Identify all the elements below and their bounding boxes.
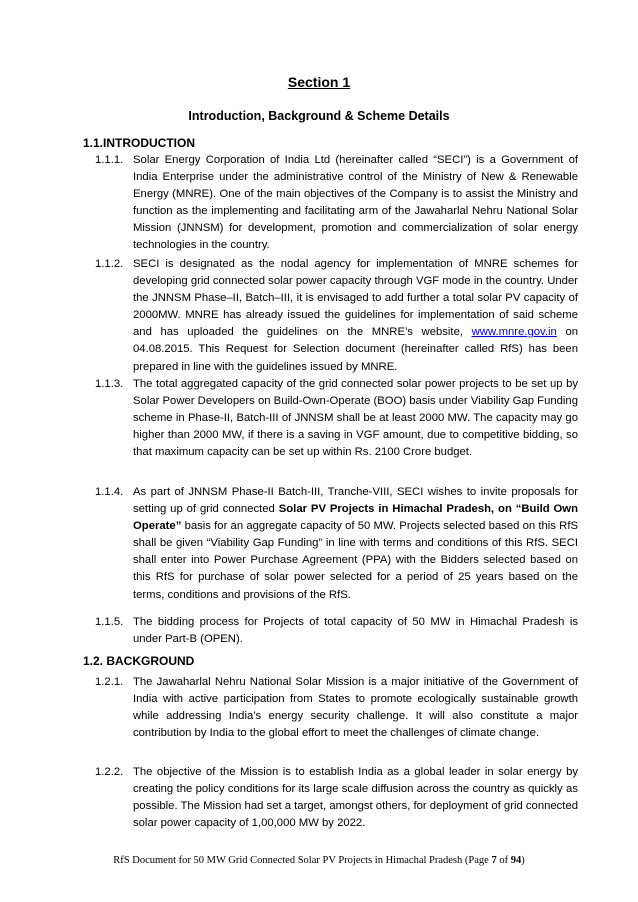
footer-page-number: 7 — [491, 855, 497, 866]
paragraph-bold-text: Solar PV Projects in Himachal Pradesh, on “Build Own Operate” — [133, 503, 578, 533]
mnre-website-link[interactable]: www.mnre.gov.in — [471, 326, 557, 339]
paragraph-number: 1.1.5. — [95, 616, 124, 628]
footer-of: of — [499, 855, 509, 866]
section-title: Section 1 — [287, 74, 351, 90]
paragraph-text — [133, 256, 578, 376]
footer-close: ) — [521, 855, 525, 866]
paragraph-number: 1.1.4. — [95, 486, 124, 498]
paragraph-number: 1.2.1. — [95, 676, 124, 688]
paragraph-text-part: SECI is designated as the nodal agency for implementation of MNRE schemes for developing grid connected solar power capacity through VGF mode in the country. Under the JNNSM Phase–II, Batch–III, it is envisaged to add further a total solar PV capacity of 2000MW. MNRE has already issued the guidelines for implementation of said scheme and has uploaded the guidelines on the MNRE’s website, — [133, 258, 578, 339]
footer-total-pages: 94 — [510, 855, 522, 866]
paragraph-text: The objective of the Mission is to establish India as a global leader in solar energy by creating the policy conditions for its large scale diffusion across the country as quickly as possible. The Mission had set a target, amongst others, for deployment of grid connected solar power capacity of 1,00,000 MW by 2022. — [133, 766, 579, 830]
paragraph-text — [133, 484, 578, 604]
paragraph-1-1-4 — [95, 484, 578, 604]
page-footer — [0, 855, 638, 866]
paragraph-number: 1.2.2. — [95, 766, 124, 778]
footer-text: RfS Document for 50 MW Grid Connected Solar PV Projects in Himachal Pradesh (Page — [113, 855, 489, 866]
paragraph-text-part: on 04.08.2015. This Request for Selection document (hereinafter called RfS) has been prepared in line with the guidelines issued by MNRE. — [133, 326, 579, 373]
paragraph-text: The Jawaharlal Nehru National Solar Mission is a major initiative of the Government of India with active participation from States to promote ecologically sustainable growth while addressing India’s energy security challenge. It will also constitute a major contribution by India to the global effort to meet the challenges of climate change. — [133, 676, 578, 740]
section-subtitle: Introduction, Background & Scheme Details — [188, 109, 450, 123]
paragraph-number: 1.1.1. — [95, 154, 124, 166]
paragraph-1-1-1 — [95, 152, 578, 255]
paragraph-text: The bidding process for Projects of total capacity of 50 MW in Himachal Pradesh is under Part-B (OPEN). — [133, 616, 578, 646]
paragraph-text: The total aggregated capacity of the grid connected solar power projects to be set up by Solar Power Developers on Build-Own-Operate (BOO) basis under Viability Gap Funding scheme in Phase-II, Batch-III of JNNSM shall be at least 2000 MW. The capacity may go higher than 2000 MW, if there is a saving in VGF amount, due to competitive bidding, so that maximum capacity can be set up within Rs. 2100 Crore budget. — [133, 378, 578, 459]
paragraph-number: 1.1.3. — [95, 378, 124, 390]
paragraph-1-2-2 — [95, 764, 578, 832]
heading-introduction: 1.1.INTRODUCTION — [83, 136, 196, 150]
paragraph-1-1-5 — [95, 614, 578, 648]
paragraph-number: 1.1.2. — [95, 258, 124, 270]
paragraph-text-part: basis for an aggregate capacity of 50 MW. Projects selected based on this RfS shall be given “Viability Gap Funding” in line with terms and conditions of this RfS. SECI shall enter into Power Purchase Agreement (PPA) with the Bidders selected based on this RfS for purchase of solar power selected for a period of 25 years based on the terms, conditions and provisions of the RfS. — [133, 520, 578, 601]
heading-background: 1.2. BACKGROUND — [83, 654, 195, 668]
paragraph-1-2-1 — [95, 674, 578, 742]
paragraph-text-part: As part of JNNSM Phase-II Batch-III, Tranche-VIII, SECI wishes to invite proposals for setting up of grid connected — [133, 486, 578, 516]
paragraph-text: Solar Energy Corporation of India Ltd (hereinafter called “SECI”) is a Government of India Enterprise under the administrative control of the Ministry of New & Renewable Energy (MNRE). One of the main objectives of the Company is to assist the Ministry and function as the implementing and facilitating arm of the Jawaharlal Nehru National Solar Mission (JNNSM) for development, promotion and commercialization of solar energy technologies in the country. — [133, 154, 578, 252]
paragraph-1-1-3 — [95, 376, 578, 461]
paragraph-1-1-2 — [95, 256, 578, 376]
